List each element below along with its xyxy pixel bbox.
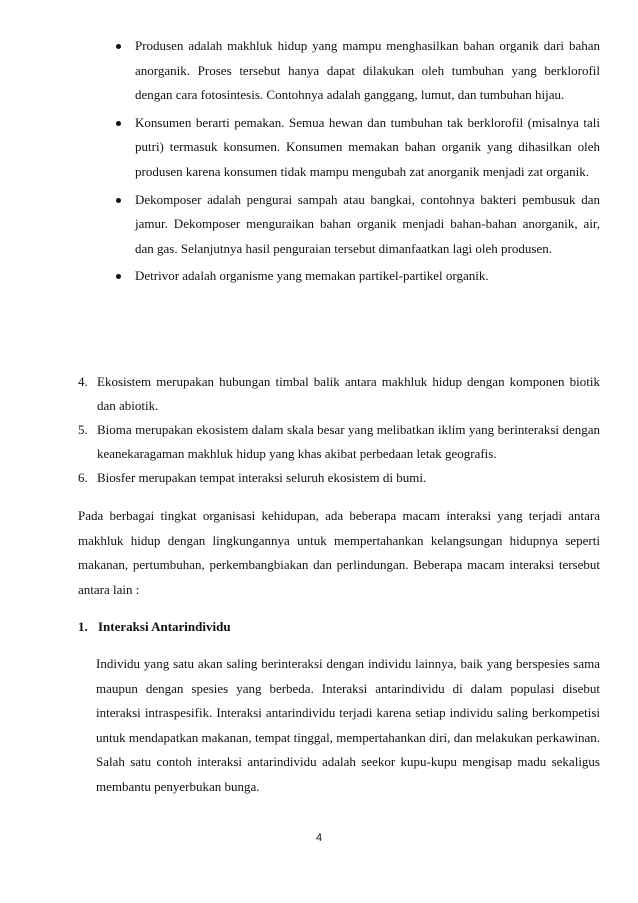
page-number: 4 xyxy=(315,832,323,844)
section-heading xyxy=(78,618,231,636)
list-text: Biosfer merupakan tempat interaksi seluruh ekosistem di bumi. xyxy=(97,470,427,485)
list-item xyxy=(114,34,600,108)
bullet-list xyxy=(114,34,600,292)
section-number: 1. xyxy=(78,619,88,634)
list-text: Bioma merupakan ekosistem dalam skala besar yang melibatkan iklim yang berinteraksi dengan keanekaragaman makhluk hidup yang khas akibat perbedaan letak geografis. xyxy=(97,422,600,461)
bullet-icon xyxy=(116,198,121,203)
bullet-icon xyxy=(116,121,121,126)
list-number: 6. xyxy=(78,470,88,485)
bullet-text: Konsumen berarti pemakan. Semua hewan dan tumbuhan tak berklorofil (misalnya tali putri) termasuk konsumen. Konsumen memakan bahan organik yang dihasilkan oleh produsen karena konsumen tidak mampu mengubah zat anorganik menjadi zat organik. xyxy=(135,114,600,179)
list-item xyxy=(114,264,600,289)
list-item xyxy=(78,370,600,418)
list-item xyxy=(78,466,600,490)
intro-paragraph: Pada berbagai tingkat organisasi kehidupan, ada beberapa macam interaksi yang terjadi antara makhluk hidup dengan lingkungannya untuk mempertahankan kelangsungan hidupnya seperti makanan, pertumbuhan, perkembangbiakan dan perlindungan. Beberapa macam interaksi tersebut antara lain : xyxy=(78,508,600,597)
bullet-icon xyxy=(116,274,121,279)
list-number: 5. xyxy=(78,422,88,437)
bullet-icon xyxy=(116,44,121,49)
list-item xyxy=(114,188,600,262)
bullet-text: Dekomposer adalah pengurai sampah atau bangkai, contohnya bakteri pembusuk dan jamur. Dekomposer menguraikan bahan organik menjadi bahan-bahan anorganik, air, dan gas. Selanjutnya hasil penguraian tersebut dimanfaatkan lagi oleh produsen. xyxy=(135,191,600,256)
numbered-list xyxy=(78,370,600,490)
list-number: 4. xyxy=(78,374,88,389)
section-title: Interaksi Antarindividu xyxy=(98,619,231,634)
section-body: Individu yang satu akan saling berinteraksi dengan individu lainnya, baik yang berspesies sama maupun dengan spesies yang berbeda. Interaksi antarindividu di dalam populasi disebut interaksi intraspesifik. Interaksi antarindividu terjadi karena setiap individu saling berkompetisi untuk mendapatkan makanan, tempat tinggal, mempertahankan diri, dan melakukan perkawinan. Salah satu contoh interaksi antarindividu adalah seekor kupu-kupu mengisap madu sekaligus membantu penyerbukan bunga. xyxy=(96,656,600,794)
list-item xyxy=(114,111,600,185)
list-text: Ekosistem merupakan hubungan timbal balik antara makhluk hidup dengan komponen biotik dan abiotik. xyxy=(97,374,600,413)
bullet-text: Detrivor adalah organisme yang memakan partikel-partikel organik. xyxy=(135,268,489,284)
bullet-text: Produsen adalah makhluk hidup yang mampu menghasilkan bahan organik dari bahan anorganik. Proses tersebut hanya dapat dilakukan oleh tumbuhan yang berklorofil dengan cara fotosintesis. Contohnya adalah ganggang, lumut, dan tumbuhan hijau. xyxy=(135,38,600,103)
list-item xyxy=(78,418,600,466)
